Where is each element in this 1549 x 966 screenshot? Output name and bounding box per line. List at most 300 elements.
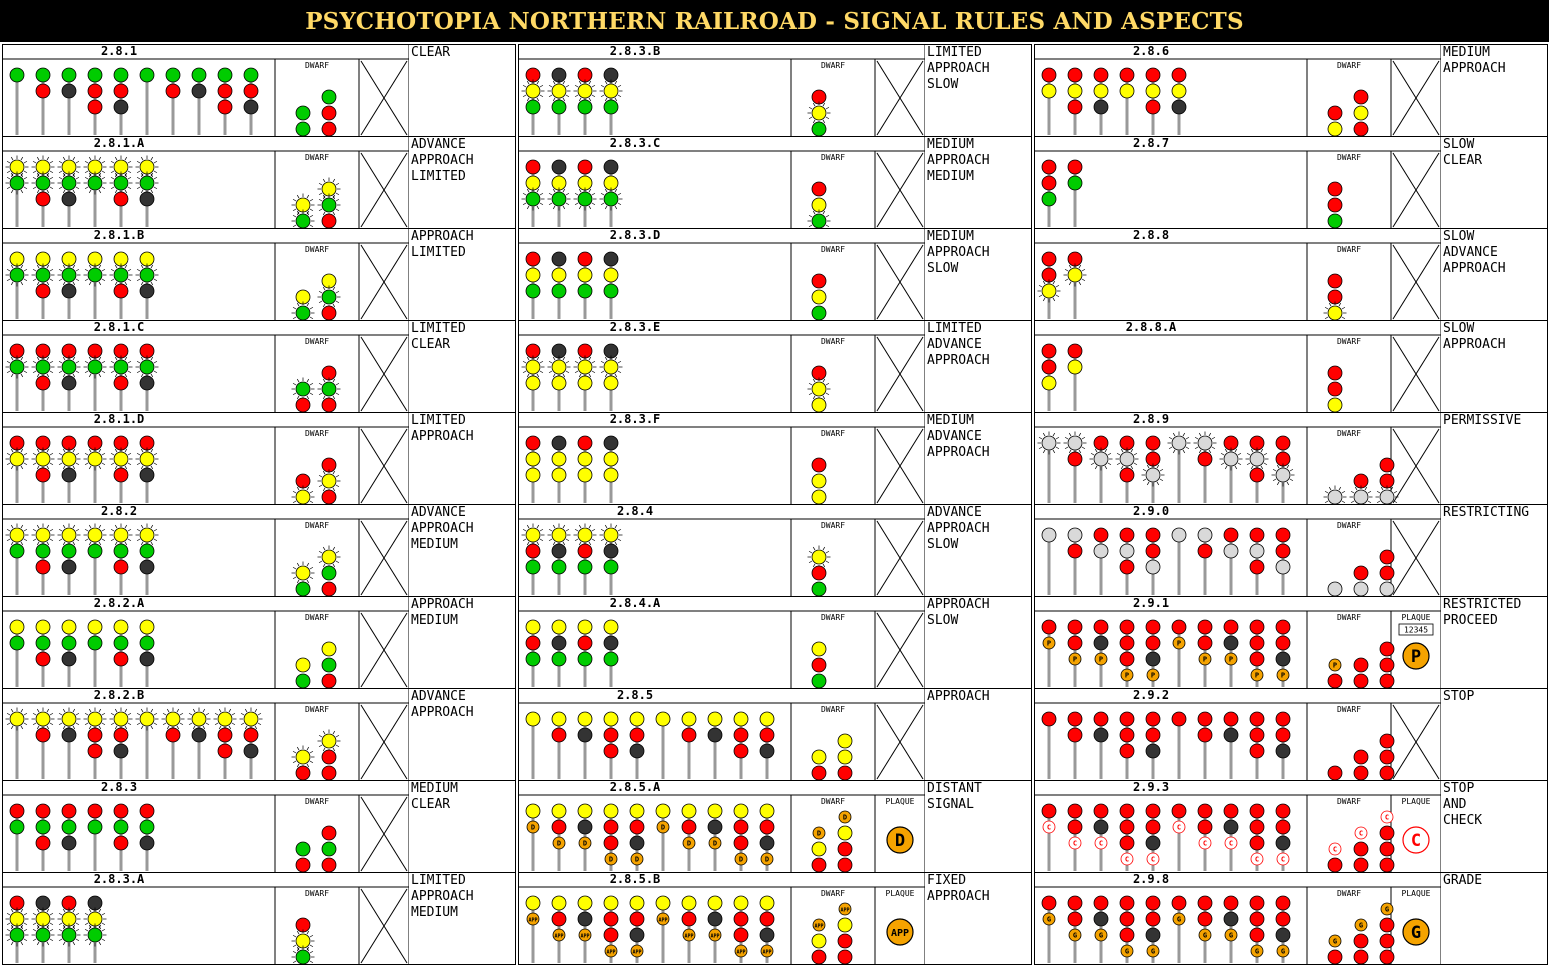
flashing-lamp [548, 80, 571, 103]
flashing-lamp [110, 156, 133, 179]
aspect-diagram [1035, 689, 1441, 781]
svg-text:APP: APP [736, 949, 746, 956]
dwarf-label: DWARF [820, 245, 846, 254]
aspect-name [927, 229, 990, 277]
flashing-lamp [808, 546, 831, 569]
rule-code: 2.8.8 [1132, 228, 1170, 242]
flashing-lamp [136, 172, 159, 195]
signal-lamp [1120, 68, 1134, 82]
signal-lamp [1172, 84, 1186, 98]
plate-marker [813, 919, 825, 931]
rule-cell [518, 780, 1032, 873]
rule-cell [2, 596, 516, 689]
flashing-lamp [136, 156, 159, 179]
signal-lamp [1380, 734, 1394, 748]
dwarf-label: DWARF [304, 429, 330, 438]
flashing-lamp [110, 264, 133, 287]
signal-lamp [88, 68, 102, 82]
dwarf-label: DWARF [1336, 429, 1362, 438]
signal-lamp [88, 636, 102, 650]
signal-lamp [244, 728, 258, 742]
signal-lamp [526, 376, 540, 390]
aspect-name [1443, 781, 1482, 829]
plate-marker [709, 929, 721, 941]
signal-lamp [1276, 912, 1290, 926]
svg-text:C: C [1384, 813, 1390, 822]
rule-cell [1034, 596, 1548, 689]
signal-lamp [1250, 560, 1264, 574]
flashing-lamp [808, 102, 831, 125]
signal-lamp [218, 68, 232, 82]
aspect-name [411, 689, 474, 721]
signal-lamp [322, 858, 336, 872]
signal-lamp [322, 122, 336, 136]
signal-lamp [1354, 90, 1368, 104]
rule-code: 2.8.6 [1132, 44, 1170, 58]
svg-text:C: C [1280, 855, 1286, 864]
svg-text:APP: APP [762, 949, 772, 956]
signal-lamp [1042, 192, 1056, 206]
aspect-name-line: MEDIUM [927, 229, 974, 244]
aspect-name-line: APPROACH [411, 521, 474, 536]
signal-lamp [604, 160, 618, 174]
signal-lamp [1068, 68, 1082, 82]
aspect-diagram [3, 413, 409, 505]
signal-lamp [296, 842, 310, 856]
rule-cell [2, 504, 516, 597]
signal-lamp [708, 912, 722, 926]
aspect-diagram [519, 689, 925, 781]
signal-lamp [1042, 160, 1056, 174]
aspect-name [927, 781, 982, 813]
signal-lamp [1328, 674, 1342, 688]
signal-lamp [1328, 106, 1342, 120]
signal-lamp [1094, 804, 1108, 818]
flashing-lamp [1376, 486, 1399, 506]
signal-lamp [1250, 928, 1264, 942]
signal-lamp [62, 636, 76, 650]
plate-marker [1121, 945, 1133, 957]
svg-text:D: D [894, 831, 906, 851]
signal-lamp [1120, 928, 1134, 942]
signal-lamp [552, 820, 566, 834]
no-plaque-cross [361, 153, 407, 227]
signal-lamp [62, 728, 76, 742]
aspect-name-line: LIMITED [411, 321, 466, 336]
signal-lamp [1354, 566, 1368, 580]
svg-text:APP: APP [606, 949, 616, 956]
svg-text:G: G [1358, 921, 1364, 930]
signal-lamp [578, 268, 592, 282]
signal-lamp [760, 836, 774, 850]
signal-lamp [1328, 182, 1342, 196]
signal-lamp [578, 284, 592, 298]
signal-lamp [812, 766, 826, 780]
signal-lamp [140, 636, 154, 650]
dwarf-label: DWARF [820, 337, 846, 346]
signal-lamp [1120, 820, 1134, 834]
signal-lamp [1172, 712, 1186, 726]
signal-lamp [36, 468, 50, 482]
aspect-diagram [519, 505, 925, 597]
rule-code: 2.9.0 [1132, 504, 1170, 518]
dwarf-label: DWARF [304, 61, 330, 70]
signal-lamp [578, 468, 592, 482]
signal-lamp [838, 858, 852, 872]
svg-text:P: P [1280, 671, 1286, 680]
signal-lamp [296, 582, 310, 596]
svg-text:D: D [582, 839, 588, 848]
signal-lamp [140, 544, 154, 558]
svg-text:G: G [1072, 931, 1078, 940]
signal-lamp [1172, 896, 1186, 910]
signal-lamp [36, 804, 50, 818]
rule-cell [518, 136, 1032, 229]
signal-lamp [296, 674, 310, 688]
plate-marker [1355, 919, 1367, 931]
signal-lamp [812, 474, 826, 488]
flashing-lamp [522, 524, 545, 547]
signal-lamp [630, 728, 644, 742]
plate-marker [657, 821, 669, 833]
aspect-name-line: LIMITED [411, 413, 466, 428]
aspect-diagram [1035, 137, 1441, 229]
plate-marker [605, 853, 617, 865]
aspect-name-line: SLOW [927, 613, 959, 628]
signal-lamp [604, 468, 618, 482]
signal-lamp [62, 84, 76, 98]
svg-text:P: P [1150, 671, 1156, 680]
no-plaque-cross [1393, 337, 1439, 411]
signal-lamp [656, 804, 670, 818]
signal-lamp [10, 544, 24, 558]
signal-lamp [140, 376, 154, 390]
aspect-name-line: APPROACH [927, 353, 990, 368]
signal-lamp [1250, 744, 1264, 758]
plate-marker [553, 929, 565, 941]
signal-lamp [218, 744, 232, 758]
rule-cell [1034, 228, 1548, 321]
signal-lamp [1146, 744, 1160, 758]
signal-lamp [578, 560, 592, 574]
flashing-lamp [188, 708, 211, 731]
signal-lamp [1172, 804, 1186, 818]
signal-lamp [734, 804, 748, 818]
signal-lamp [1198, 804, 1212, 818]
signal-lamp [526, 636, 540, 650]
aspect-diagram [3, 781, 409, 873]
no-plaque-cross [361, 245, 407, 319]
signal-lamp [1120, 468, 1134, 482]
flashing-lamp [6, 708, 29, 731]
plate-marker [735, 853, 747, 865]
signal-lamp [1354, 674, 1368, 688]
signal-lamp [1146, 712, 1160, 726]
signal-lamp [322, 826, 336, 840]
signal-lamp [760, 928, 774, 942]
signal-lamp [552, 452, 566, 466]
aspect-diagram [1035, 597, 1441, 689]
rule-code: 2.8.3.E [609, 320, 661, 334]
flashing-lamp [600, 356, 623, 379]
svg-text:G: G [1150, 947, 1156, 956]
svg-text:G: G [1254, 947, 1260, 956]
signal-lamp [604, 268, 618, 282]
aspect-diagram [3, 873, 409, 965]
signal-lamp [708, 712, 722, 726]
plaque-icon [1403, 919, 1429, 945]
signal-lamp [1068, 544, 1082, 558]
signal-lamp [62, 804, 76, 818]
signal-lamp [1068, 528, 1082, 542]
no-plaque-cross [877, 521, 923, 595]
signal-lamp [1068, 804, 1082, 818]
signal-lamp [62, 192, 76, 206]
aspect-diagram [1035, 781, 1441, 873]
flashing-lamp [84, 356, 107, 379]
aspect-name-line: MEDIUM [1443, 45, 1490, 60]
signal-lamp [1094, 896, 1108, 910]
plate-marker [579, 837, 591, 849]
signal-lamp [1120, 728, 1134, 742]
rule-code: 2.8.5.B [609, 872, 661, 886]
rule-code: 2.8.3.F [609, 412, 661, 426]
flashing-lamp [318, 194, 341, 217]
aspect-name-line: GRADE [1443, 873, 1483, 888]
plate-marker [1355, 827, 1367, 839]
aspect-diagram [1035, 45, 1441, 137]
dwarf-label: DWARF [820, 521, 846, 530]
flashing-lamp [6, 924, 29, 947]
signal-lamp [812, 274, 826, 288]
flashing-lamp [600, 80, 623, 103]
signal-lamp [114, 560, 128, 574]
flashing-lamp [292, 562, 315, 585]
signal-lamp [62, 468, 76, 482]
signal-lamp [1276, 560, 1290, 574]
signal-lamp [760, 712, 774, 726]
signal-lamp [812, 122, 826, 136]
svg-text:G: G [1332, 937, 1338, 946]
signal-lamp [552, 160, 566, 174]
signal-lamp [578, 436, 592, 450]
rule-code: 2.8.1.D [93, 412, 145, 426]
flashing-lamp [574, 188, 597, 211]
no-plaque-cross [361, 429, 407, 503]
signal-lamp [838, 918, 852, 932]
flashing-lamp [6, 356, 29, 379]
svg-text:APP: APP [684, 933, 694, 940]
signal-lamp [552, 268, 566, 282]
dwarf-label: DWARF [304, 797, 330, 806]
signal-lamp [1328, 274, 1342, 288]
no-plaque-cross [361, 337, 407, 411]
aspect-diagram [3, 597, 409, 689]
aspect-name-line: STOP [1443, 689, 1475, 704]
dwarf-label: DWARF [1336, 153, 1362, 162]
signal-lamp [36, 636, 50, 650]
signal-lamp [734, 712, 748, 726]
signal-lamp [630, 820, 644, 834]
signal-lamp [192, 68, 206, 82]
signal-lamp [1276, 528, 1290, 542]
aspect-diagram [1035, 229, 1441, 321]
aspect-name [927, 413, 990, 461]
signal-lamp [734, 820, 748, 834]
plate-marker [1251, 945, 1263, 957]
signal-lamp [552, 896, 566, 910]
signal-lamp [1250, 620, 1264, 634]
signal-lamp [244, 84, 258, 98]
flashing-lamp [1324, 486, 1347, 506]
signal-lamp [218, 84, 232, 98]
aspect-name [927, 45, 990, 93]
signal-lamp [1380, 566, 1394, 580]
aspect-name-line: CHECK [1443, 813, 1483, 828]
rule-cell [518, 320, 1032, 413]
signal-lamp [1380, 674, 1394, 688]
svg-text:G: G [1202, 931, 1208, 940]
signal-lamp [1120, 620, 1134, 634]
signal-lamp [296, 766, 310, 780]
signal-lamp [1250, 652, 1264, 666]
flashing-lamp [58, 908, 81, 931]
signal-lamp [1250, 528, 1264, 542]
plate-marker [1251, 669, 1263, 681]
signal-lamp [1146, 620, 1160, 634]
dwarf-label: DWARF [1336, 797, 1362, 806]
signal-lamp [1328, 366, 1342, 380]
signal-lamp [114, 84, 128, 98]
signal-lamp [1146, 652, 1160, 666]
signal-lamp [526, 652, 540, 666]
signal-lamp [88, 620, 102, 634]
flashing-lamp [136, 356, 159, 379]
svg-text:P: P [1046, 639, 1052, 648]
signal-lamp [812, 290, 826, 304]
signal-lamp [526, 896, 540, 910]
aspect-name-line: SLOW [927, 537, 959, 552]
aspect-name [411, 413, 474, 445]
signal-lamp [604, 744, 618, 758]
signal-lamp [812, 750, 826, 764]
signal-lamp [578, 820, 592, 834]
signal-lamp [1172, 620, 1186, 634]
flashing-lamp [136, 524, 159, 547]
signal-lamp [734, 836, 748, 850]
signal-lamp [734, 912, 748, 926]
svg-text:APP: APP [658, 917, 668, 924]
signal-lamp [192, 84, 206, 98]
plate-marker [1043, 913, 1055, 925]
signal-lamp [1198, 728, 1212, 742]
dwarf-label: DWARF [820, 429, 846, 438]
signal-lamp [526, 468, 540, 482]
plaque-label: PLAQUE [1401, 613, 1431, 622]
signal-lamp [604, 436, 618, 450]
plate-marker [1381, 903, 1393, 915]
aspect-name-line: MEDIUM [927, 137, 974, 152]
signal-lamp [682, 712, 696, 726]
rule-code: 2.8.9 [1132, 412, 1170, 426]
svg-text:P: P [1410, 647, 1422, 667]
signal-lamp [140, 192, 154, 206]
aspect-diagram [519, 873, 925, 965]
signal-lamp [812, 582, 826, 596]
plate-marker [813, 827, 825, 839]
signal-lamp [1250, 912, 1264, 926]
signal-lamp [552, 100, 566, 114]
signal-lamp [36, 652, 50, 666]
plaque-icon [1403, 827, 1429, 853]
flashing-lamp [1194, 432, 1217, 455]
aspect-name-line: APPROACH [927, 689, 990, 704]
rule-code: 2.8.8.A [1125, 320, 1177, 334]
signal-lamp [1250, 544, 1264, 558]
signal-lamp [526, 252, 540, 266]
aspect-diagram [3, 321, 409, 413]
signal-lamp [1198, 544, 1212, 558]
signal-lamp [1120, 84, 1134, 98]
signal-lamp [1276, 620, 1290, 634]
flashing-lamp [1350, 486, 1373, 506]
flashing-lamp [318, 470, 341, 493]
plaque-icon [887, 827, 913, 853]
signal-lamp [578, 452, 592, 466]
signal-lamp [36, 728, 50, 742]
signal-lamp [630, 744, 644, 758]
svg-text:APP: APP [632, 949, 642, 956]
signal-lamp [1068, 620, 1082, 634]
flashing-lamp [574, 356, 597, 379]
signal-lamp [322, 766, 336, 780]
aspect-name-line: SLOW [1443, 321, 1475, 336]
signal-lamp [62, 284, 76, 298]
signal-lamp [1276, 728, 1290, 742]
signal-lamp [62, 544, 76, 558]
signal-lamp [322, 106, 336, 120]
rule-code: 2.8.2.A [93, 596, 145, 610]
signal-lamp [526, 452, 540, 466]
aspect-name-line: LIMITED [927, 45, 982, 60]
aspect-name-line: SLOW [927, 77, 959, 92]
signal-lamp [1380, 642, 1394, 656]
signal-lamp [604, 712, 618, 726]
signal-lamp [578, 100, 592, 114]
rule-code: 2.8.1.A [93, 136, 145, 150]
plate-marker [527, 821, 539, 833]
svg-text:G: G [1280, 947, 1286, 956]
signal-lamp [114, 820, 128, 834]
svg-text:P: P [1332, 661, 1338, 670]
flashing-lamp [1324, 302, 1347, 322]
aspect-diagram [3, 137, 409, 229]
flashing-lamp [574, 80, 597, 103]
no-plaque-cross [1393, 521, 1439, 595]
svg-text:C: C [1150, 855, 1156, 864]
flashing-lamp [548, 524, 571, 547]
svg-text:C: C [1228, 839, 1234, 848]
signal-lamp [1328, 398, 1342, 412]
aspect-name [927, 321, 990, 369]
signal-lamp [1328, 950, 1342, 964]
signal-lamp [1354, 122, 1368, 136]
plate-marker [735, 945, 747, 957]
signal-lamp [1276, 636, 1290, 650]
signal-lamp [604, 652, 618, 666]
rule-code: 2.9.1 [1132, 596, 1170, 610]
flashing-lamp [574, 524, 597, 547]
